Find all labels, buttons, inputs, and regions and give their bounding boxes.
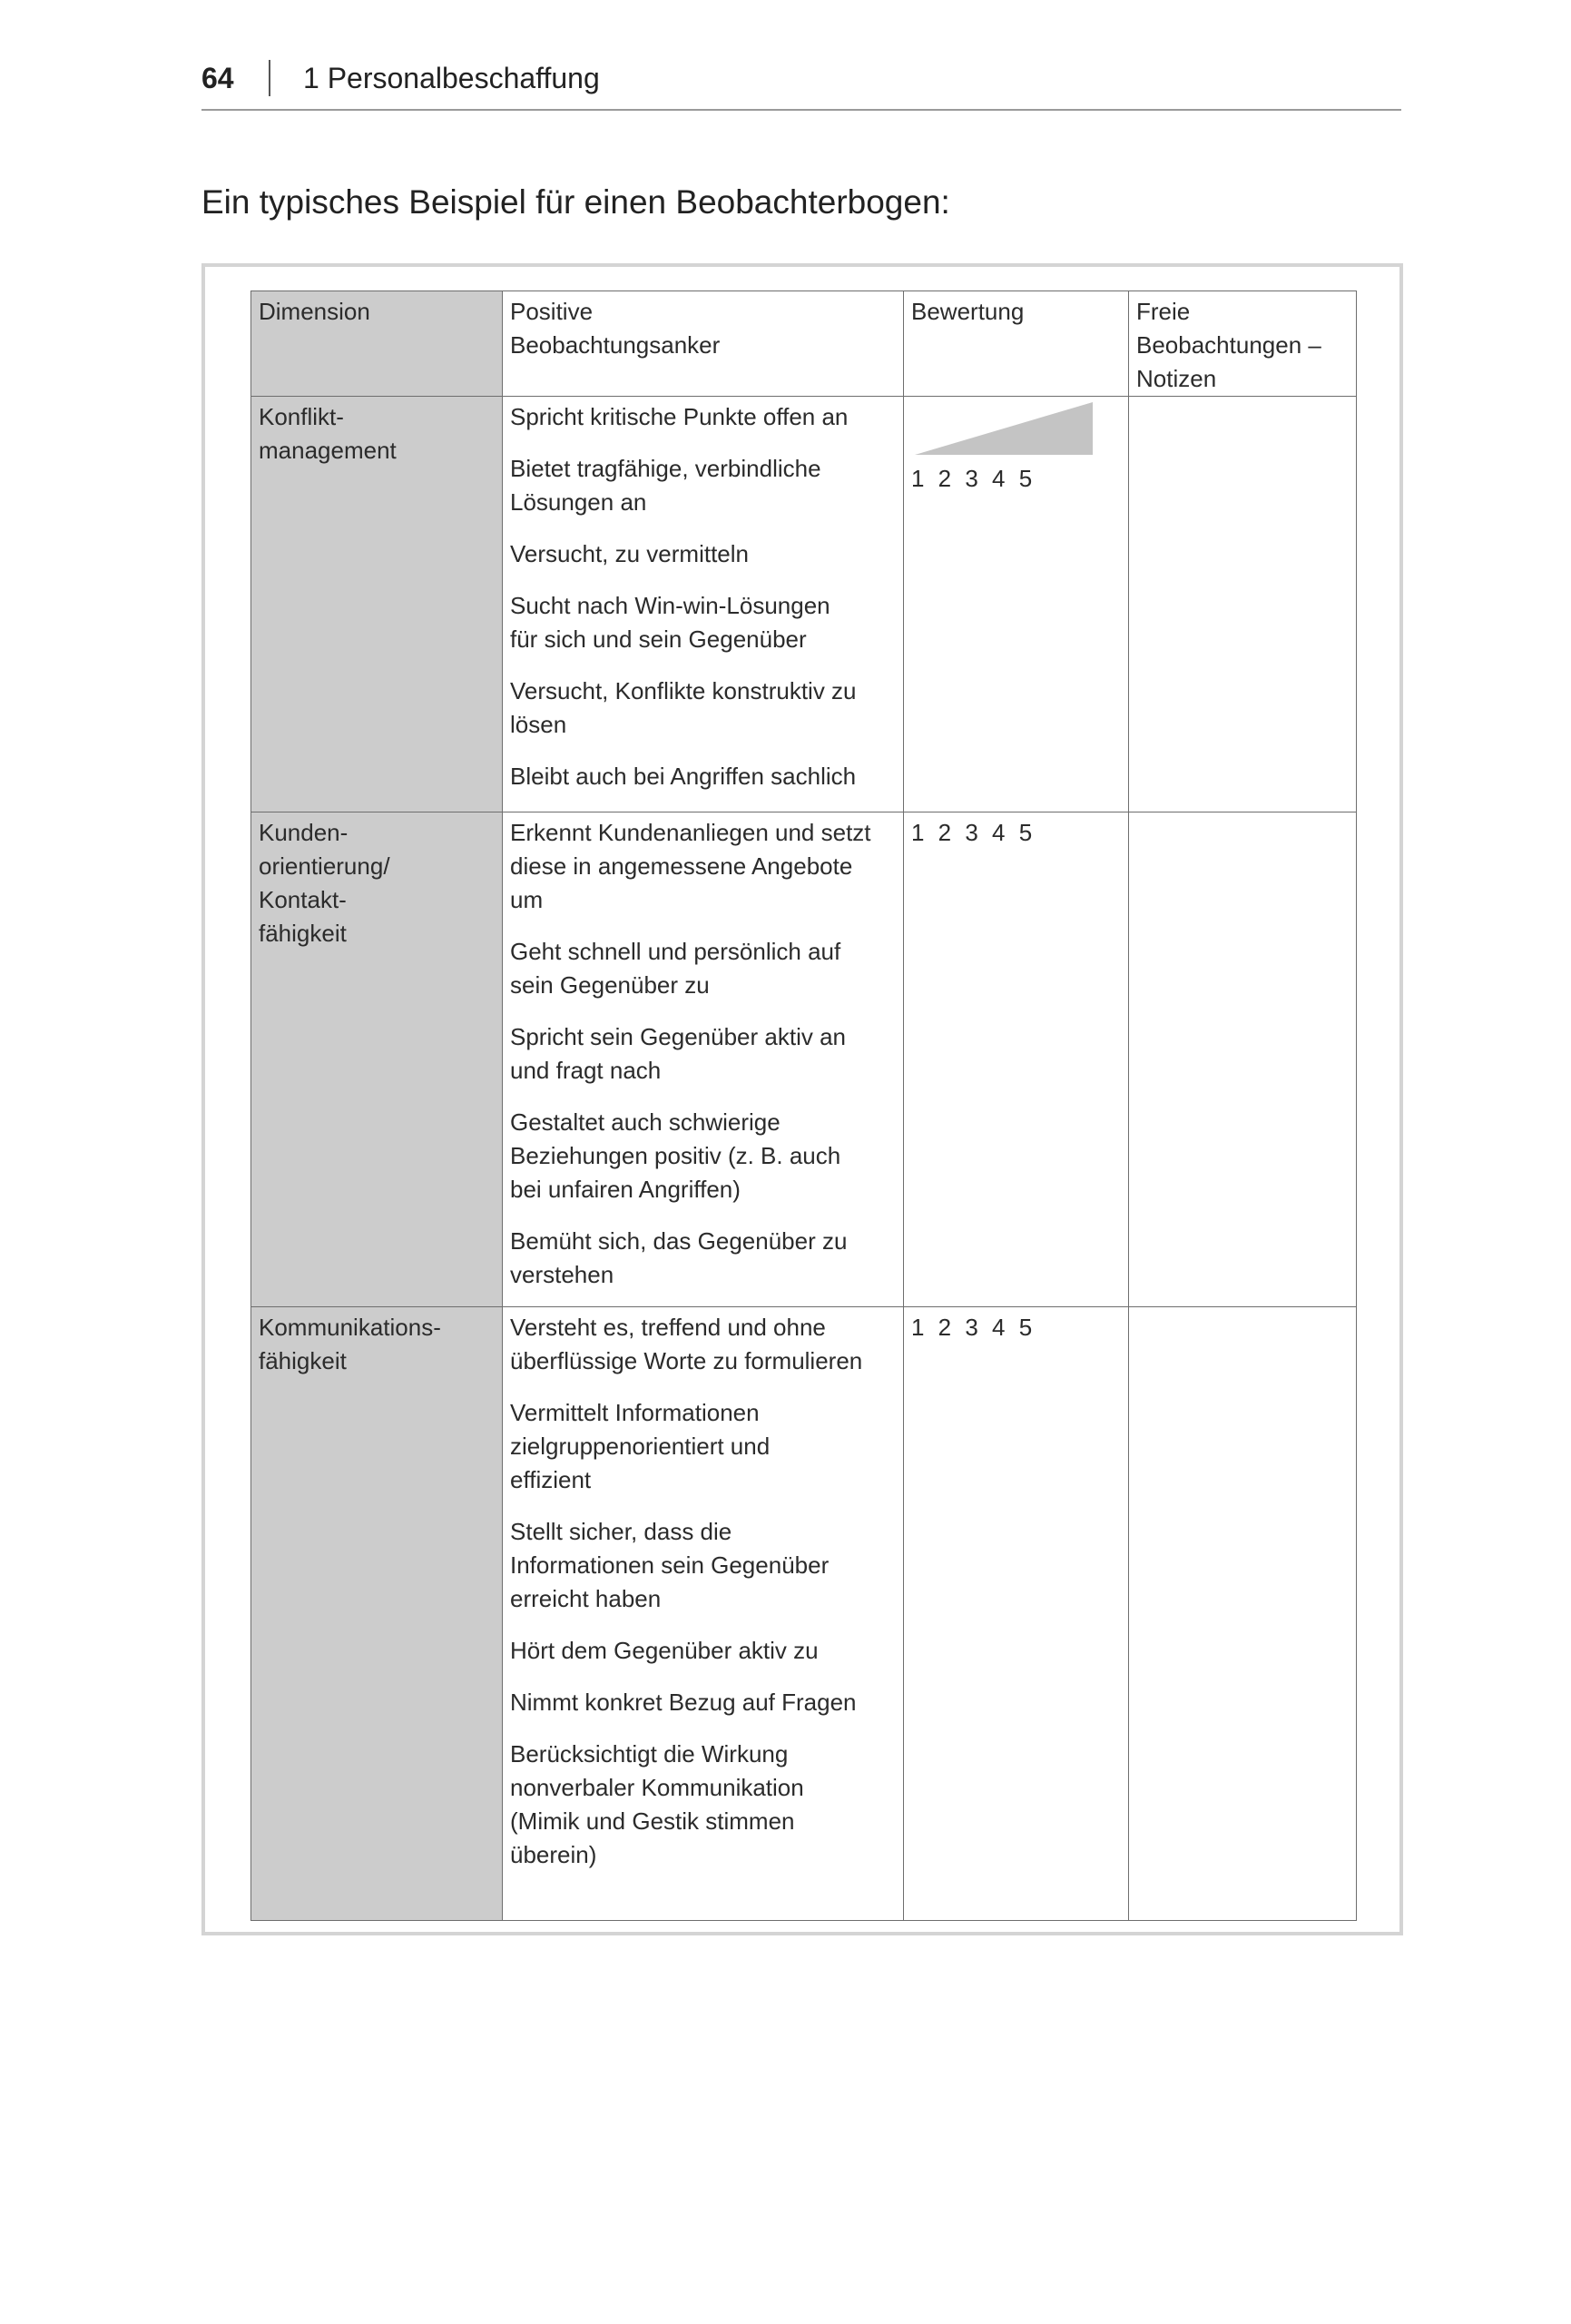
column-header-notes <box>1129 291 1357 397</box>
observer-sheet-table <box>250 290 1357 1921</box>
column-header-anchors-label: Positive Beobachtungsanker <box>510 298 721 359</box>
rating-cell <box>904 812 1129 1307</box>
anchor-item: Gestaltet auch schwierige Beziehungen positiv (z. B. auch bei unfairen Angriffen) <box>510 1108 841 1203</box>
chapter-title: 1 Personalbeschaffung <box>303 62 600 94</box>
page-number: 64 <box>201 62 234 94</box>
column-header-anchors <box>503 291 904 397</box>
anchor-item: Versteht es, treffend und ohne überflüssige Worte zu formulieren <box>510 1314 863 1374</box>
anchor-item: Bietet tragfähige, verbindliche Lösungen an <box>510 455 821 516</box>
anchor-item: Geht schnell und persönlich auf sein Gegenüber zu <box>510 938 841 999</box>
anchor-item: Versucht, Konflikte konstruktiv zu lösen <box>510 677 857 738</box>
table-row <box>251 1307 1357 1921</box>
intro-text: Ein typisches Beispiel für einen Beobachterbogen: <box>201 183 950 221</box>
anchor-item: Nimmt konkret Bezug auf Fragen <box>510 1689 857 1716</box>
anchor-item: Berücksichtigt die Wirkung nonverbaler Kommunikation (Mimik und Gestik stimmen überein) <box>510 1740 804 1868</box>
rating-scale: 1 2 3 4 5 <box>911 465 1035 492</box>
notes-cell[interactable] <box>1129 812 1357 1307</box>
anchors-cell <box>503 812 904 1307</box>
rating-scale-wedge <box>915 400 1096 455</box>
anchor-item: Spricht sein Gegenüber aktiv an und fragt nach <box>510 1023 846 1084</box>
table-row <box>251 397 1357 812</box>
dimension-cell <box>251 397 503 812</box>
anchor-item: Sucht nach Win-win-Lösungen für sich und sein Gegenüber <box>510 592 830 653</box>
dimension-label: Kunden-orientierung/ Kontakt-fähigkeit <box>259 819 390 947</box>
anchors-cell <box>503 1307 904 1921</box>
header-divider <box>269 60 270 96</box>
dimension-label: Kommunikations-fähigkeit <box>259 1314 441 1374</box>
notes-cell[interactable] <box>1129 397 1357 812</box>
column-header-dimension: Dimension <box>251 291 503 397</box>
rating-cell <box>904 397 1129 812</box>
rating-scale: 1 2 3 4 5 <box>911 819 1035 846</box>
table-header-row <box>251 291 1357 397</box>
dimension-label: Konflikt-management <box>259 403 397 464</box>
notes-cell[interactable] <box>1129 1307 1357 1921</box>
anchor-item: Vermittelt Informationen zielgruppenorientiert und effizient <box>510 1399 771 1493</box>
anchor-item: Versucht, zu vermitteln <box>510 540 749 567</box>
anchor-item: Spricht kritische Punkte offen an <box>510 403 849 430</box>
table-row <box>251 812 1357 1307</box>
running-header <box>201 56 1401 111</box>
anchor-item: Bleibt auch bei Angriffen sachlich <box>510 763 857 790</box>
column-header-notes-label: Freie Beobachtungen – Notizen <box>1136 298 1321 392</box>
dimension-cell <box>251 1307 503 1921</box>
dimension-cell <box>251 812 503 1307</box>
anchors-cell <box>503 397 904 812</box>
anchor-item: Stellt sicher, dass die Informationen sein Gegenüber erreicht haben <box>510 1518 830 1612</box>
rating-scale: 1 2 3 4 5 <box>911 1314 1035 1341</box>
anchor-item: Bemüht sich, das Gegenüber zu verstehen <box>510 1227 848 1288</box>
column-header-rating: Bewertung <box>904 291 1129 397</box>
anchor-item: Erkennt Kundenanliegen und setzt diese in angemessene Angebote um <box>510 819 871 913</box>
rating-cell <box>904 1307 1129 1921</box>
anchor-item: Hört dem Gegenüber aktiv zu <box>510 1637 819 1664</box>
